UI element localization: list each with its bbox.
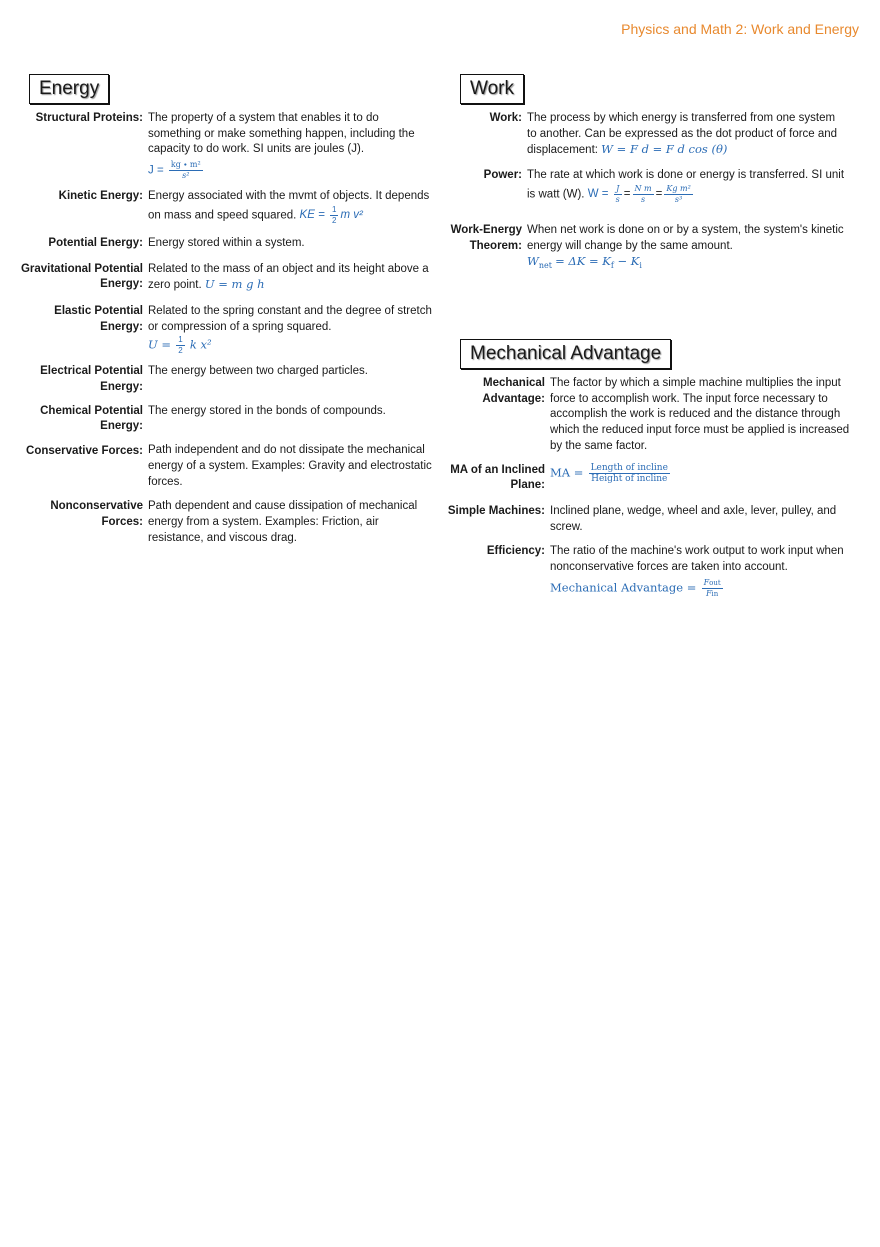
energy-column [20,111,440,546]
term: Nonconservative Forces: [50,500,143,528]
definition: Path independent and do not dissipate the mechanical energy of a system. Examples: Gravity and electrostatic forces. [148,444,432,488]
term: Conservative Forces: [26,445,143,458]
mechanical-advantage-column [445,376,860,599]
entry-efficiency [445,544,860,598]
definition: When net work is done on or by a system, the system's kinetic energy will change by the same amount. [527,223,844,252]
page-header-title: Physics and Math 2: Work and Energy [621,21,859,37]
definition: The rate at which work is done or energy is transferred. SI unit is watt (W). [527,169,845,201]
section-heading-energy: Energy [29,74,109,104]
term: Mechanical Advantage: [482,377,545,405]
definition: The property of a system that enables it to do something or make something happen, including the capacity to do work. SI units are joules (J). [148,112,415,156]
definition: Energy associated with the mvmt of objects. It depends on mass and speed squared. [148,190,430,222]
entry-nonconservative-forces [20,499,440,546]
efficiency-formula: Mechanical Advantage = $\frac{\text{Fout}}{\text{Fin}}$ [550,577,721,598]
term: Work-Energy Theorem: [450,223,522,252]
work-formula: W = F d = F d cos (θ) [601,142,728,157]
elastic-pe-formula: U = $\frac{1}{2}$ k x² [148,335,212,356]
definition: Energy stored within a system. [148,236,305,249]
term: Elastic Potential Energy: [54,304,143,333]
term: Gravitational Potential Energy: [20,262,143,291]
section-heading-mechanical-advantage: Mechanical Advantage [460,339,671,369]
kinetic-energy-formula: KE = $\frac{1}{2}$ m v² [299,204,363,225]
entry-elastic-potential-energy [20,304,440,356]
entry-work [445,111,860,159]
entry-gravitational-potential-energy [20,262,440,294]
term: Work: [489,112,522,124]
entry-potential-energy [20,236,440,252]
entry-electrical-potential-energy [20,364,440,395]
term: Power: [483,169,522,182]
entry-conservative-forces [20,443,440,490]
entry-work-energy-theorem [445,223,860,274]
entry-mechanical-advantage [445,376,860,455]
entry-kinetic-energy [20,189,440,226]
joule-formula: J = $\frac{\text{kg ∙ m²}}{\text{s²}}$ [148,160,201,181]
definition: The energy stored in the bonds of compounds. [148,404,386,417]
term: Electrical Potential Energy: [40,365,143,394]
section-heading-work: Work [460,74,524,104]
definition: The ratio of the machine's work output to work input when nonconservative forces are taken into account. [550,545,844,574]
definition: Inclined plane, wedge, wheel and axle, lever, pulley, and screw. [550,504,837,533]
definition: The process by which energy is transferred from one system to another. Can be expressed as the dot product of force and displacement: [527,112,838,157]
term: Efficiency: [486,545,545,558]
entry-structural-proteins [20,111,440,181]
inclined-plane-formula: MA = $\frac{\text{Length of incline}}{\text{Height of incline}}$ [550,462,668,484]
work-energy-formula: $W_{net} = \Delta K = K_f - K_i$ [527,254,642,271]
definition: Related to the mass of an object and its height above a zero point. [148,262,429,292]
term: Kinetic Energy: [58,190,143,203]
entry-ma-inclined-plane [445,463,860,494]
term: Potential Energy: [48,236,143,249]
definition: Path dependent and cause dissipation of mechanical energy from a system. Examples: Friction, air resistance, and viscous drag. [148,500,418,544]
definition: The energy between two charged particles. [148,365,368,378]
work-column [445,111,860,274]
gravitational-pe-formula: U = m g h [204,277,265,292]
term: MA of an Inclined Plane: [450,463,545,492]
definition: The factor by which a simple machine multiplies the input force to accomplish work. The input force necessary to accomplish the work is reduced and the distance through which the reduced input force must be applied is increased by the same factor. [550,377,850,452]
definition: Related to the spring constant and the degree of stretch or compression of a spring squared. [148,304,432,333]
entry-simple-machines [445,504,860,535]
entry-power [445,168,860,205]
term: Structural Proteins: [35,112,143,124]
term: Simple Machines: [447,504,545,517]
entry-chemical-potential-energy [20,404,440,435]
power-formula: W = $\frac{J}{s}$ = $\frac{\text{N m}}{s}$ = $\frac{\text{Kg m²}}{\text{s³}}$ [587,183,691,204]
term: Chemical Potential Energy: [40,404,143,433]
